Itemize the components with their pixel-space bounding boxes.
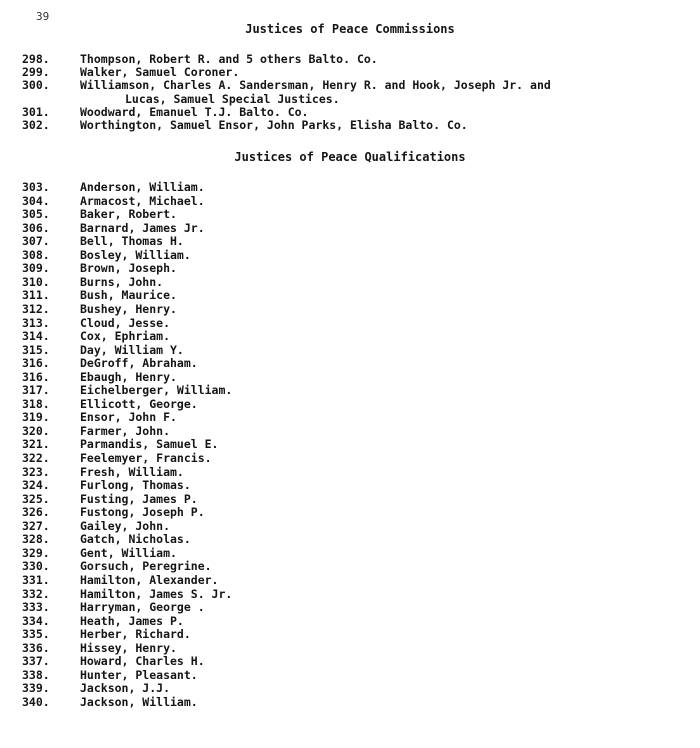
entry-number: 316.: [22, 356, 50, 371]
entry-number: 315.: [22, 342, 50, 357]
entry-number: 308.: [22, 247, 50, 262]
entry-text: Harryman, George .: [80, 600, 205, 615]
entry-number: 339.: [22, 681, 50, 696]
entry-number: 322.: [22, 451, 50, 465]
entry-text: Jackson, J.J.: [80, 681, 171, 696]
entry-text: Armacost, Michael.: [80, 193, 205, 208]
entry-text: Farmer, John.: [80, 423, 171, 438]
entry-number: 298.: [22, 52, 50, 66]
entry-number: 329.: [22, 545, 50, 560]
entry-number: 338.: [22, 667, 50, 682]
entry-text: Brown, Joseph.: [80, 261, 177, 276]
entry-text: Hissey, Henry.: [80, 640, 177, 655]
entry-text: Barnard, James Jr.: [80, 220, 205, 235]
entry-number: 306.: [22, 220, 50, 235]
commissions-heading: Justices of Peace Commissions: [245, 22, 455, 36]
entry-number: 299.: [22, 65, 50, 80]
entry-number: 305.: [22, 207, 50, 222]
entry-text: Jackson, William.: [80, 694, 198, 709]
entry-text: Lucas, Samuel Special Justices.: [125, 91, 340, 106]
entry-number: 324.: [22, 478, 50, 493]
entry-number: 307.: [22, 234, 50, 249]
qualifications-heading: Justices of Peace Qualifications: [234, 150, 466, 164]
entry-text: Bosley, William.: [80, 247, 191, 262]
entry-text: Anderson, William.: [80, 180, 205, 194]
entry-text: Worthington, Samuel Ensor, John Parks, Elisha Balto. Co.: [80, 118, 468, 132]
entry-number: 302.: [22, 118, 50, 132]
entry-number: 327.: [22, 518, 50, 533]
entry-number: 304.: [22, 193, 50, 208]
entry-text: Feelemyer, Francis.: [80, 451, 212, 465]
entry-number: 333.: [22, 600, 50, 615]
entry-text: Fresh, William.: [80, 464, 184, 479]
entry-text: Howard, Charles H.: [80, 654, 205, 669]
entry-number: 326.: [22, 505, 50, 520]
entry-text: Baker, Robert.: [80, 207, 177, 222]
entry-number: 312.: [22, 301, 50, 316]
entry-text: Cox, Ephriam.: [80, 329, 171, 344]
entry-text: Ellicott, George.: [80, 396, 198, 411]
entry-text: DeGroff, Abraham.: [80, 356, 198, 371]
entry-number: 328.: [22, 532, 50, 547]
entry-number: 337.: [22, 654, 50, 669]
entry-text: Ensor, John F.: [80, 410, 177, 425]
entry-text: Day, William Y.: [80, 342, 184, 357]
entry-text: Fustong, Joseph P.: [80, 505, 205, 520]
entry-text: Thompson, Robert R. and 5 others Balto. Co.: [80, 52, 378, 66]
entry-text: Bush, Maurice.: [80, 288, 177, 303]
entry-text: Gailey, John.: [80, 518, 171, 533]
entry-text: Bell, Thomas H.: [80, 234, 184, 249]
entry-text: Cloud, Jesse.: [80, 315, 171, 330]
entry-text: Gatch, Nicholas.: [80, 532, 191, 547]
entry-text: Hunter, Pleasant.: [80, 667, 198, 682]
entry-text: Parmandis, Samuel E.: [80, 437, 219, 452]
entry-number: 330.: [22, 559, 50, 574]
entry-text: Hamilton, Alexander.: [80, 572, 219, 587]
entry-number: 317.: [22, 383, 50, 398]
entry-text: Bushey, Henry.: [80, 301, 177, 316]
entry-text: Gorsuch, Peregrine.: [80, 559, 212, 574]
entry-text: Ebaugh, Henry.: [80, 369, 177, 384]
entry-number: 303.: [22, 180, 50, 194]
entry-number: 318.: [22, 396, 50, 411]
entry-text: Burns, John.: [80, 274, 164, 289]
entry-number: 313.: [22, 315, 50, 330]
entry-text: Woodward, Emanuel T.J. Balto. Co.: [80, 104, 309, 119]
entry-number: 325.: [22, 491, 50, 506]
entry-number: 310.: [22, 274, 50, 289]
entry-number: 316.: [22, 369, 50, 384]
entry-number: 335.: [22, 627, 50, 642]
entry-number: 323.: [22, 464, 50, 479]
entry-number: 301.: [22, 104, 50, 119]
entry-number: 331.: [22, 572, 50, 587]
entry-text: Hamilton, James S. Jr.: [80, 586, 233, 601]
entry-number: 340.: [22, 694, 50, 709]
entry-text: Eichelberger, William.: [80, 383, 233, 398]
entry-number: 332.: [22, 586, 50, 601]
entry-number: 334.: [22, 613, 50, 628]
entry-text: Gent, William.: [80, 545, 177, 560]
entry-number: 314.: [22, 329, 50, 344]
entry-number: 311.: [22, 288, 50, 303]
entry-number: 321.: [22, 437, 50, 452]
entry-text: Herber, Richard.: [80, 627, 191, 642]
entry-text: Heath, James P.: [80, 613, 184, 628]
entry-text: Furlong, Thomas.: [80, 478, 191, 493]
entry-number: 319.: [22, 410, 50, 425]
entry-text: Walker, Samuel Coroner.: [80, 65, 240, 80]
entry-number: 309.: [22, 261, 50, 276]
entry-number: 336.: [22, 640, 50, 655]
entry-text: Williamson, Charles A. Sandersman, Henry R. and Hook, Joseph Jr. and: [80, 78, 551, 93]
page-number: 39: [36, 10, 50, 23]
entry-number: 300.: [22, 78, 50, 93]
entry-text: Fusting, James P.: [80, 491, 198, 506]
entry-number: 320.: [22, 423, 50, 438]
